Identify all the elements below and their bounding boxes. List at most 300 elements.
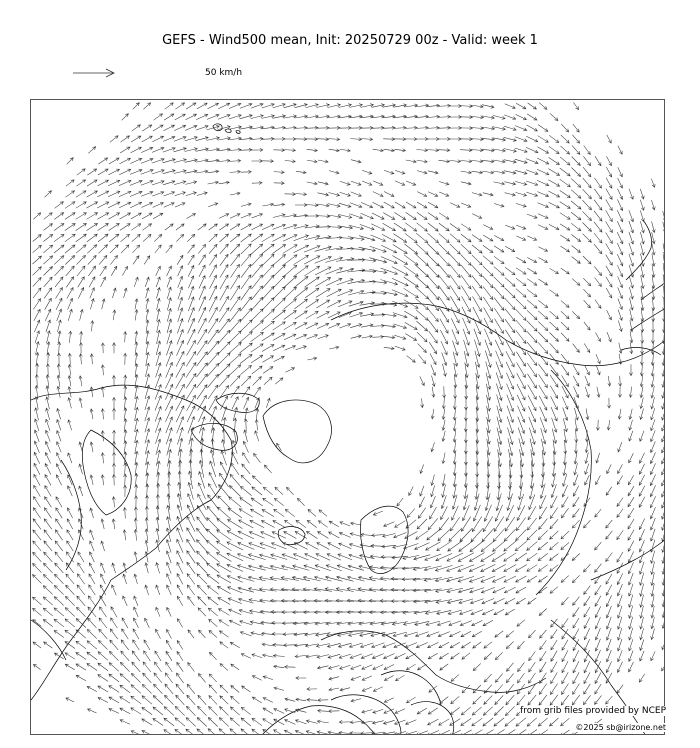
wind-arrow-icon — [198, 674, 205, 683]
wind-arrow-icon — [120, 697, 130, 704]
wind-arrow-icon — [163, 170, 175, 174]
wind-arrow-icon — [131, 696, 141, 704]
wind-arrow-icon — [285, 345, 296, 350]
wind-arrow-icon — [79, 486, 83, 496]
wind-arrow-icon — [629, 628, 633, 640]
wind-arrow-icon — [143, 103, 150, 110]
wind-arrow-icon — [196, 159, 208, 162]
wind-arrow-icon — [241, 286, 251, 301]
wind-arrow-icon — [165, 684, 173, 694]
wind-arrow-icon — [177, 585, 183, 595]
wind-arrow-icon — [65, 619, 75, 627]
wind-arrow-icon — [76, 191, 86, 197]
wind-arrow-icon — [262, 345, 274, 352]
wind-arrow-icon — [78, 277, 85, 288]
wind-arrow-icon — [295, 311, 308, 319]
wind-arrow-icon — [527, 125, 538, 131]
wind-arrow-icon — [263, 654, 274, 657]
wind-arrow-icon — [505, 225, 515, 229]
wind-arrow-icon — [273, 334, 285, 341]
wind-arrow-icon — [35, 331, 40, 343]
wind-arrow-icon — [135, 299, 138, 309]
wind-arrow-icon — [229, 137, 242, 140]
wind-arrow-icon — [461, 631, 471, 636]
wind-arrow-icon — [561, 246, 570, 252]
wind-arrow-icon — [428, 518, 438, 529]
wind-arrow-icon — [461, 255, 471, 266]
wind-arrow-icon — [112, 463, 115, 474]
wind-arrow-icon — [273, 345, 285, 351]
wind-arrow-icon — [617, 573, 623, 584]
wind-arrow-icon — [134, 552, 137, 562]
wind-arrow-icon — [527, 331, 537, 342]
wind-arrow-icon — [307, 520, 316, 527]
wind-arrow-icon — [112, 343, 115, 354]
wind-arrow-icon — [262, 244, 274, 254]
wind-arrow-icon — [417, 332, 427, 342]
wind-arrow-icon — [120, 720, 130, 725]
wind-arrow-icon — [639, 486, 645, 496]
wind-arrow-icon — [617, 552, 623, 562]
wind-arrow-icon — [607, 332, 611, 342]
wind-arrow-icon — [120, 708, 130, 714]
wind-arrow-icon — [252, 676, 261, 681]
wind-arrow-icon — [428, 708, 438, 714]
wind-arrow-icon — [384, 698, 393, 703]
wind-arrow-icon — [199, 630, 206, 638]
wind-arrow-icon — [238, 565, 255, 571]
wind-arrow-icon — [190, 438, 194, 456]
wind-arrow-icon — [112, 519, 115, 529]
wind-arrow-icon — [595, 650, 600, 662]
wind-arrow-icon — [405, 731, 417, 735]
wind-arrow-icon — [362, 181, 372, 185]
wind-arrow-icon — [407, 697, 416, 703]
wind-arrow-icon — [617, 199, 622, 210]
wind-arrow-icon — [504, 553, 517, 561]
wind-arrow-icon — [308, 509, 316, 516]
wind-arrow-icon — [504, 565, 516, 572]
wind-arrow-icon — [505, 730, 516, 736]
wind-arrow-icon — [156, 629, 161, 639]
wind-arrow-icon — [273, 254, 286, 265]
wind-arrow-icon — [273, 115, 286, 119]
wind-arrow-icon — [629, 387, 632, 398]
wind-arrow-icon — [87, 686, 97, 691]
wind-arrow-icon — [186, 192, 197, 196]
wind-arrow-icon — [430, 353, 436, 364]
wind-arrow-icon — [640, 210, 644, 221]
wind-arrow-icon — [124, 463, 127, 475]
wind-arrow-icon — [560, 190, 571, 197]
wind-arrow-icon — [68, 387, 71, 398]
wind-arrow-icon — [230, 244, 239, 254]
wind-arrow-icon — [628, 486, 634, 496]
wind-arrow-icon — [124, 408, 127, 420]
wind-arrow-icon — [494, 298, 504, 311]
wind-arrow-icon — [134, 529, 137, 540]
wind-arrow-icon — [473, 696, 481, 704]
wind-arrow-icon — [560, 235, 569, 241]
wind-arrow-icon — [595, 628, 600, 640]
wind-arrow-icon — [198, 245, 205, 254]
wind-arrow-icon — [153, 707, 163, 715]
wind-arrow-icon — [241, 654, 251, 659]
wind-arrow-icon — [392, 256, 407, 265]
wind-arrow-icon — [639, 453, 644, 463]
wind-arrow-icon — [573, 376, 579, 387]
wind-arrow-icon — [132, 662, 140, 672]
wind-arrow-icon — [44, 508, 51, 519]
wind-arrow-icon — [143, 673, 152, 683]
wind-arrow-icon — [573, 102, 578, 109]
wind-arrow-icon — [241, 475, 251, 485]
wind-arrow-icon — [229, 620, 240, 625]
wind-arrow-icon — [36, 342, 40, 355]
wind-arrow-icon — [506, 684, 514, 694]
wind-arrow-icon — [359, 291, 375, 294]
wind-arrow-icon — [251, 297, 263, 310]
wind-arrow-icon — [571, 201, 581, 209]
wind-arrow-icon — [451, 653, 460, 659]
wind-arrow-icon — [277, 443, 282, 451]
wind-arrow-icon — [595, 156, 601, 166]
wind-arrow-icon — [561, 322, 569, 330]
wind-arrow-icon — [651, 419, 656, 430]
wind-arrow-icon — [381, 245, 396, 253]
wind-arrow-icon — [527, 114, 537, 120]
wind-arrow-icon — [87, 641, 97, 649]
wind-arrow-icon — [527, 518, 536, 530]
wind-arrow-icon — [617, 509, 623, 518]
wind-arrow-icon — [262, 265, 274, 278]
wind-arrow-icon — [431, 485, 435, 496]
wind-arrow-icon — [229, 148, 241, 151]
wind-arrow-icon — [351, 192, 362, 197]
wind-arrow-icon — [537, 147, 548, 153]
wind-arrow-icon — [347, 258, 365, 261]
wind-arrow-icon — [130, 191, 142, 196]
wind-arrow-icon — [78, 552, 84, 562]
wind-arrow-icon — [100, 266, 106, 276]
wind-arrow-icon — [47, 331, 51, 344]
wind-arrow-icon — [538, 125, 548, 132]
wind-arrow-icon — [652, 320, 655, 333]
wind-arrow-icon — [464, 462, 467, 476]
wind-arrow-icon — [199, 255, 206, 265]
wind-arrow-icon — [44, 642, 53, 648]
wind-arrow-icon — [617, 606, 622, 618]
wind-arrow-icon — [498, 460, 501, 478]
wind-arrow-icon — [112, 497, 115, 508]
wind-arrow-icon — [244, 430, 248, 442]
wind-arrow-icon — [496, 384, 502, 401]
wind-arrow-icon — [55, 552, 63, 562]
wind-arrow-icon — [548, 169, 559, 176]
wind-arrow-icon — [460, 610, 473, 615]
wind-arrow-icon — [98, 652, 108, 661]
wind-arrow-icon — [651, 573, 655, 586]
wind-arrow-icon — [539, 103, 547, 110]
wind-arrow-icon — [663, 265, 665, 277]
wind-arrow-icon — [218, 103, 229, 109]
wind-arrow-icon — [482, 730, 493, 735]
wind-arrow-icon — [197, 585, 206, 595]
wind-arrow-icon — [527, 576, 537, 582]
wind-arrow-icon — [185, 125, 197, 130]
wind-arrow-icon — [560, 168, 570, 176]
wind-arrow-icon — [548, 191, 559, 197]
wind-arrow-icon — [132, 245, 139, 253]
wind-arrow-icon — [650, 452, 655, 463]
wind-arrow-icon — [177, 651, 183, 660]
wind-arrow-icon — [405, 233, 417, 242]
wind-arrow-icon — [584, 146, 591, 155]
wind-arrow-icon — [428, 719, 439, 725]
wind-arrow-icon — [640, 243, 644, 255]
wind-arrow-icon — [641, 287, 644, 300]
wind-arrow-icon — [251, 632, 263, 636]
wind-arrow-icon — [284, 299, 297, 310]
wind-arrow-icon — [131, 673, 140, 682]
wind-arrow-icon — [662, 375, 665, 388]
wind-arrow-icon — [35, 375, 38, 388]
wind-arrow-icon — [296, 698, 306, 701]
wind-arrow-icon — [227, 553, 243, 561]
wind-arrow-icon — [505, 278, 515, 287]
wind-arrow-icon — [595, 673, 601, 684]
wind-arrow-icon — [296, 171, 306, 174]
wind-arrow-icon — [540, 662, 546, 672]
wind-arrow-icon — [438, 137, 450, 140]
wind-arrow-icon — [146, 288, 150, 298]
wind-arrow-icon — [109, 651, 118, 660]
wind-arrow-icon — [109, 708, 119, 713]
wind-arrow-icon — [273, 310, 286, 320]
wind-arrow-icon — [266, 398, 270, 408]
wind-arrow-icon — [394, 223, 406, 231]
wind-arrow-icon — [209, 619, 218, 626]
wind-arrow-icon — [132, 234, 140, 241]
wind-arrow-icon — [124, 332, 127, 343]
wind-arrow-icon — [90, 409, 93, 419]
wind-arrow-icon — [428, 202, 438, 208]
wind-arrow-icon — [166, 245, 172, 253]
wind-arrow-icon — [88, 147, 95, 154]
wind-arrow-icon — [262, 321, 275, 331]
wind-map — [30, 99, 665, 735]
wind-arrow-icon — [56, 497, 62, 507]
coastline-scandinavia — [360, 506, 408, 573]
wind-arrow-icon — [188, 630, 194, 638]
wind-arrow-icon — [471, 730, 482, 735]
wind-arrow-icon — [231, 386, 239, 398]
wind-arrow-icon — [482, 609, 493, 614]
wind-arrow-icon — [516, 529, 527, 540]
wind-arrow-icon — [146, 320, 149, 332]
wind-arrow-icon — [76, 202, 87, 208]
wind-arrow-icon — [251, 137, 263, 140]
wind-arrow-icon — [628, 530, 634, 540]
wind-arrow-icon — [220, 244, 229, 254]
wind-arrow-icon — [349, 543, 362, 548]
wind-arrow-icon — [639, 519, 645, 530]
wind-arrow-icon — [493, 576, 506, 582]
wind-arrow-icon — [641, 265, 645, 278]
wind-arrow-icon — [293, 565, 310, 571]
wind-arrow-icon — [241, 203, 251, 207]
wind-arrow-icon — [550, 311, 559, 319]
wind-arrow-icon — [575, 430, 578, 443]
wind-arrow-icon — [427, 254, 439, 266]
wind-arrow-icon — [349, 301, 363, 306]
wind-arrow-icon — [427, 115, 440, 118]
wind-arrow-icon — [395, 202, 405, 208]
wind-arrow-icon — [395, 170, 405, 174]
wind-arrow-icon — [549, 202, 560, 208]
wind-arrow-icon — [494, 730, 505, 736]
wind-arrow-icon — [54, 597, 64, 606]
wind-arrow-icon — [439, 160, 450, 163]
wind-arrow-icon — [395, 521, 406, 528]
wind-arrow-icon — [350, 104, 363, 108]
wind-arrow-icon — [69, 331, 72, 343]
wind-arrow-icon — [167, 574, 172, 585]
wind-arrow-icon — [154, 114, 163, 120]
wind-arrow-icon — [384, 709, 394, 714]
wind-arrow-icon — [560, 224, 570, 230]
wind-arrow-icon — [230, 642, 239, 647]
wind-arrow-icon — [494, 267, 504, 276]
wind-arrow-icon — [383, 115, 396, 118]
wind-arrow-icon — [595, 178, 602, 188]
wind-arrow-icon — [370, 246, 386, 252]
wind-arrow-icon — [43, 597, 52, 605]
wind-arrow-icon — [362, 665, 372, 670]
wind-arrow-icon — [33, 213, 40, 220]
wind-arrow-icon — [44, 277, 52, 287]
wind-arrow-icon — [550, 695, 558, 705]
wind-arrow-icon — [572, 146, 580, 155]
wind-arrow-icon — [561, 718, 570, 726]
wind-arrow-icon — [506, 505, 514, 521]
wind-arrow-icon — [34, 430, 39, 442]
wind-arrow-icon — [156, 277, 160, 287]
wind-arrow-icon — [243, 441, 248, 452]
wind-arrow-icon — [317, 115, 330, 118]
wind-arrow-icon — [397, 498, 403, 506]
wind-arrow-icon — [198, 224, 206, 230]
wind-arrow-icon — [197, 363, 208, 377]
wind-arrow-icon — [608, 376, 611, 386]
wind-arrow-icon — [505, 104, 516, 109]
wind-arrow-icon — [57, 442, 62, 453]
wind-arrow-icon — [538, 300, 547, 307]
wind-arrow-icon — [33, 235, 42, 242]
wind-arrow-icon — [273, 149, 284, 152]
wind-arrow-icon — [526, 147, 538, 153]
wind-arrow-icon — [651, 397, 655, 409]
wind-arrow-icon — [144, 256, 150, 265]
wind-arrow-icon — [629, 254, 634, 266]
wind-arrow-icon — [519, 438, 524, 455]
wind-arrow-icon — [99, 255, 107, 264]
wind-arrow-icon — [406, 160, 416, 163]
wind-arrow-icon — [254, 387, 261, 397]
wind-arrow-icon — [76, 675, 86, 680]
wind-arrow-icon — [76, 180, 85, 186]
wind-arrow-icon — [68, 298, 73, 309]
wind-arrow-icon — [561, 311, 569, 318]
wind-arrow-icon — [584, 672, 590, 683]
wind-arrow-icon — [641, 298, 644, 311]
wind-arrow-icon — [240, 354, 252, 363]
wind-arrow-icon — [351, 699, 361, 703]
wind-arrow-icon — [606, 266, 612, 276]
wind-arrow-icon — [240, 486, 251, 495]
wind-arrow-icon — [617, 221, 623, 233]
wind-arrow-icon — [453, 419, 456, 431]
wind-arrow-icon — [43, 234, 52, 241]
wind-arrow-icon — [417, 519, 427, 529]
wind-arrow-icon — [494, 609, 504, 614]
coastline-hudson-bay — [82, 430, 131, 515]
wind-arrow-icon — [372, 643, 385, 648]
wind-arrow-icon — [307, 149, 318, 152]
wind-arrow-icon — [606, 221, 613, 232]
wind-arrow-icon — [453, 430, 456, 442]
wind-arrow-icon — [584, 639, 590, 651]
wind-arrow-icon — [55, 277, 63, 287]
wind-arrow-icon — [485, 340, 492, 357]
wind-arrow-icon — [209, 674, 216, 682]
wind-arrow-icon — [494, 308, 503, 322]
wind-arrow-icon — [198, 695, 206, 704]
wind-arrow-icon — [537, 158, 549, 164]
wind-arrow-icon — [285, 665, 296, 668]
wind-arrow-icon — [652, 200, 656, 210]
wind-arrow-icon — [383, 213, 395, 220]
wind-arrow-icon — [209, 255, 216, 266]
wind-arrow-icon — [243, 453, 250, 464]
wind-arrow-icon — [527, 321, 537, 331]
wind-arrow-icon — [484, 505, 491, 522]
wind-arrow-icon — [207, 159, 219, 162]
wind-arrow-icon — [33, 288, 41, 298]
wind-arrow-icon — [483, 225, 493, 230]
wind-arrow-icon — [472, 620, 483, 625]
wind-arrow-icon — [518, 494, 524, 510]
wind-arrow-icon — [189, 460, 192, 478]
wind-arrow-icon — [91, 321, 94, 332]
wind-arrow-icon — [618, 146, 622, 154]
wind-arrow-icon — [43, 608, 52, 616]
wind-arrow-icon — [252, 729, 262, 735]
wind-arrow-icon — [306, 543, 319, 550]
wind-arrow-icon — [629, 221, 634, 233]
wind-arrow-icon — [68, 398, 72, 409]
wind-arrow-icon — [527, 553, 538, 561]
wind-arrow-icon — [414, 555, 431, 560]
wind-arrow-icon — [90, 530, 94, 540]
wind-arrow-icon — [229, 319, 241, 332]
wind-arrow-icon — [561, 508, 568, 518]
wind-arrow-icon — [550, 587, 558, 594]
wind-arrow-icon — [241, 729, 251, 735]
wind-arrow-icon — [287, 487, 294, 494]
wind-arrow-icon — [583, 189, 592, 199]
copyright-credit: ©2025 sb@irizone.net — [575, 723, 666, 732]
